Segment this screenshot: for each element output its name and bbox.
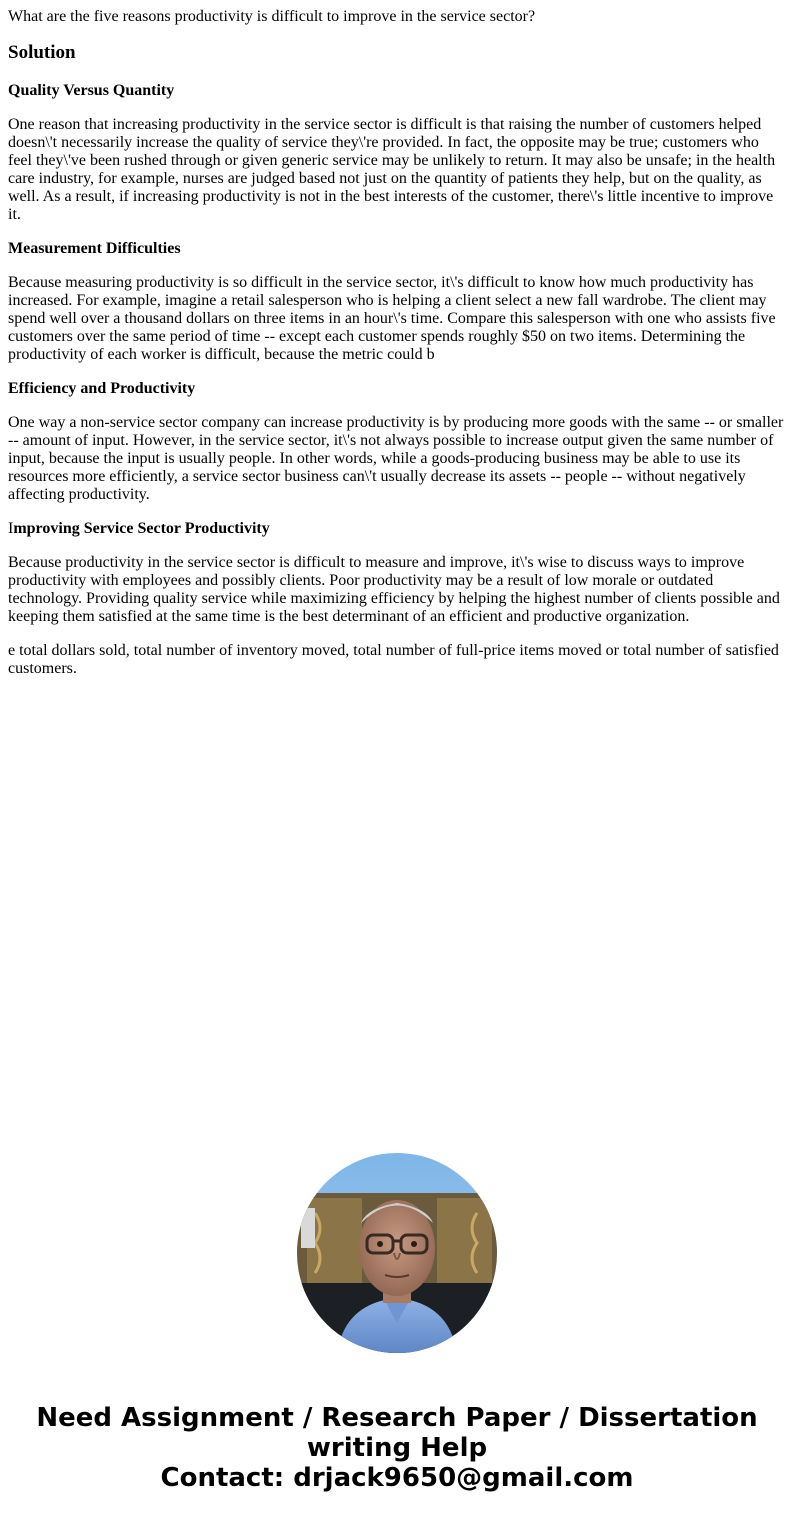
section-heading-lead-letter: I <box>8 520 14 537</box>
promo-line-2: writing Help <box>306 1433 488 1463</box>
avatar-portrait <box>297 1153 497 1353</box>
section-heading-improving <box>8 520 786 538</box>
trailing-paragraph: e total dollars sold, total number of inventory moved, total number of full-price items moved or total number of satisfied customers. <box>8 642 779 677</box>
solution-heading: Solution <box>8 42 76 63</box>
promo-contact: Contact: drjack9650@gmail.com <box>160 1463 634 1493</box>
section-body-improving: Because productivity in the service sector is difficult to measure and improve, it\'s wise to discuss ways to improve productivity with employees and possibly clients. Poor productivity may be a result of low morale or outdated technology. Providing quality service while maximizing efficiency by helping the highest number of clients possible and keeping them satisfied at the same time is the best determinant of an efficient and productive organization. <box>8 554 780 625</box>
section-heading-measurement: Measurement Difficulties <box>8 240 181 257</box>
document-content <box>0 0 794 678</box>
section-heading-rest: mproving Service Sector Productivity <box>13 520 270 537</box>
question-text: What are the five reasons productivity is difficult to improve in the service sector? <box>8 8 536 25</box>
section-body-measurement: Because measuring productivity is so difficult in the service sector, it\'s difficult to know how much productivity has increased. For example, imagine a retail salesperson who is helping a client select a new fall wardrobe. The client may spend well over a thousand dollars on three items in an hour\'s time. Compare this salesperson with one who assists five customers over the same period of time -- except each customer spends roughly $50 on two items. Determining the productivity of each worker is difficult, because the metric could b <box>8 274 776 363</box>
promo-banner <box>0 1403 794 1493</box>
section-heading-efficiency: Efficiency and Productivity <box>8 380 196 397</box>
avatar <box>297 1153 497 1353</box>
promo-line-1: Need Assignment / Research Paper / Dissertation <box>36 1403 758 1433</box>
section-body-quality: One reason that increasing productivity in the service sector is difficult is that raising the number of customers helped doesn\'t necessarily increase the quality of service they\'re provided. In fact, the opposite may be true; customers who feel they\'ve been rushed through or given generic service may be unlikely to return. It may also be unsafe; in the health care industry, for example, nurses are judged based not just on the quantity of patients they help, but on the quality, as well. As a result, if increasing productivity is not in the best interests of the customer, there\'s little incentive to improve it. <box>8 116 776 223</box>
section-heading-quality: Quality Versus Quantity <box>8 82 175 99</box>
section-body-efficiency: One way a non-service sector company can increase productivity is by producing more goods with the same -- or smaller -- amount of input. However, in the service sector, it\'s not always possible to increase output given the same number of input, because the input is usually people. In other words, while a goods-producing business may be able to use its resources more efficiently, a service sector business can\'t usually decrease its assets -- people -- without negatively affecting productivity. <box>8 414 784 503</box>
